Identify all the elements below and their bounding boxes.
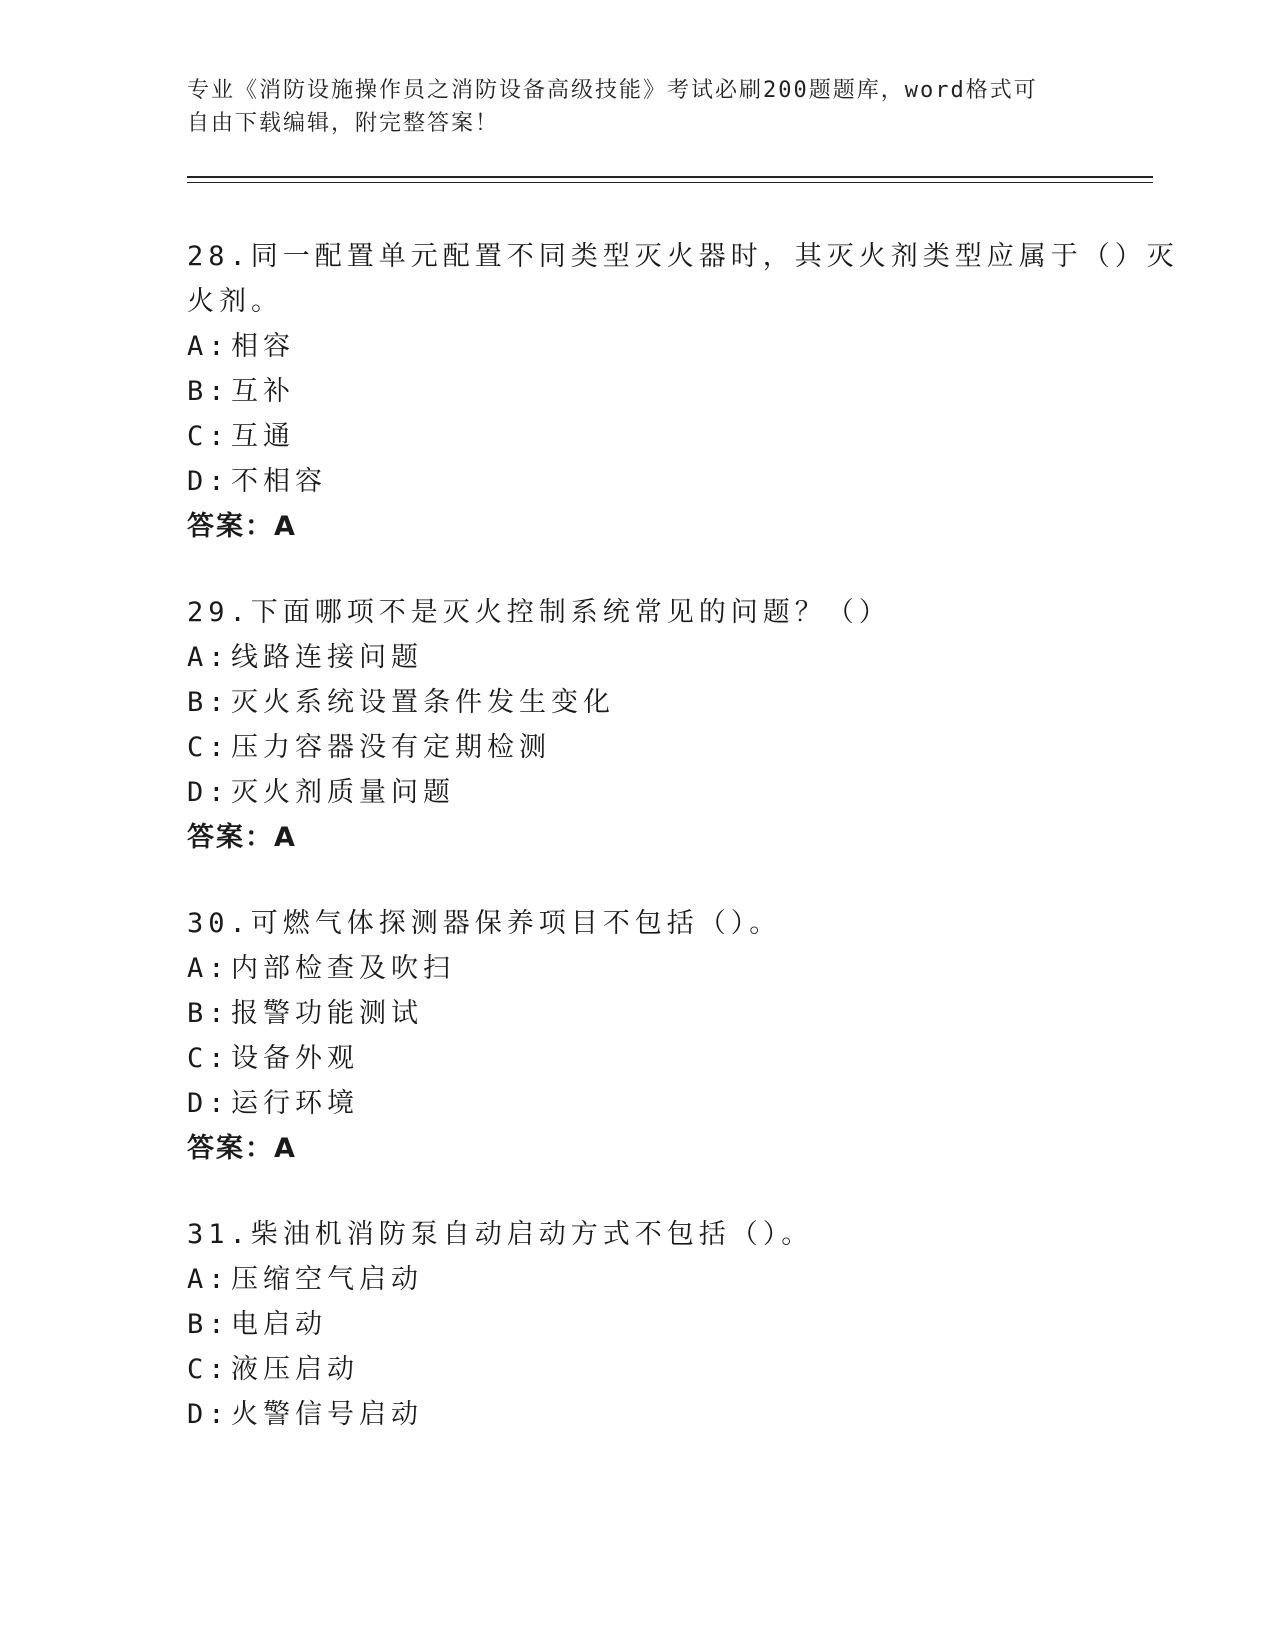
option-key: B: bbox=[187, 998, 230, 1029]
option-b bbox=[187, 369, 1087, 414]
option-text: 压力容器没有定期检测 bbox=[231, 732, 551, 763]
question-stem-line: 28.同一配置单元配置不同类型灭火器时，其灭火剂类型应属于（）灭 bbox=[187, 241, 1179, 272]
option-text: 灭火系统设置条件发生变化 bbox=[231, 687, 615, 718]
question-stem-line: 火剂。 bbox=[187, 286, 283, 317]
option-text: 运行环境 bbox=[231, 1088, 359, 1119]
header-divider-thin bbox=[187, 182, 1153, 183]
header-line-2: 自由下载编辑，附完整答案！ bbox=[187, 111, 500, 136]
option-a bbox=[187, 1257, 1087, 1302]
option-key: B: bbox=[187, 687, 230, 718]
header-line-1: 专业《消防设施操作员之消防设备高级技能》考试必刷200题题库，word格式可 bbox=[187, 78, 1038, 103]
option-c bbox=[187, 1036, 1087, 1081]
option-text: 内部检查及吹扫 bbox=[231, 953, 455, 984]
question-stem bbox=[187, 590, 1087, 635]
option-d bbox=[187, 459, 1087, 504]
option-c bbox=[187, 414, 1087, 459]
option-text: 互补 bbox=[231, 376, 295, 407]
option-key: A: bbox=[187, 1264, 230, 1295]
option-key: D: bbox=[187, 777, 230, 808]
option-key: C: bbox=[187, 732, 230, 763]
option-c bbox=[187, 1347, 1087, 1392]
question-stem-line: 30.可燃气体探测器保养项目不包括（）。 bbox=[187, 908, 782, 939]
option-text: 报警功能测试 bbox=[231, 998, 423, 1029]
option-key: D: bbox=[187, 1088, 230, 1119]
question-28 bbox=[187, 234, 1179, 550]
option-text: 相容 bbox=[231, 331, 295, 362]
option-text: 液压启动 bbox=[231, 1354, 359, 1385]
option-text: 电启动 bbox=[231, 1309, 327, 1340]
option-key: C: bbox=[187, 1354, 230, 1385]
option-b bbox=[187, 991, 1087, 1036]
option-key: C: bbox=[187, 421, 230, 452]
option-text: 不相容 bbox=[231, 466, 327, 497]
question-stem bbox=[187, 901, 1087, 946]
option-a bbox=[187, 946, 1087, 991]
option-b bbox=[187, 1302, 1087, 1347]
option-a bbox=[187, 324, 1087, 369]
answer-label: 答案：A bbox=[187, 822, 297, 853]
option-text: 互通 bbox=[231, 421, 295, 452]
option-text: 设备外观 bbox=[231, 1043, 359, 1074]
question-29 bbox=[187, 590, 1087, 861]
option-key: D: bbox=[187, 466, 230, 497]
option-text: 火警信号启动 bbox=[231, 1399, 423, 1430]
question-31 bbox=[187, 1212, 1087, 1437]
option-d bbox=[187, 1081, 1087, 1126]
option-text: 线路连接问题 bbox=[231, 642, 423, 673]
question-stem bbox=[187, 1212, 1087, 1257]
option-key: B: bbox=[187, 1309, 230, 1340]
option-key: A: bbox=[187, 331, 230, 362]
option-key: D: bbox=[187, 1399, 230, 1430]
option-key: C: bbox=[187, 1043, 230, 1074]
answer-label: 答案：A bbox=[187, 1133, 297, 1164]
header-divider-thick bbox=[187, 176, 1153, 178]
option-key: A: bbox=[187, 953, 230, 984]
answer-label: 答案：A bbox=[187, 511, 297, 542]
question-30 bbox=[187, 901, 1087, 1172]
question-stem-line: 29.下面哪项不是灭火控制系统常见的问题？（） bbox=[187, 597, 891, 628]
option-c bbox=[187, 725, 1087, 770]
document-header bbox=[187, 74, 1087, 140]
option-d bbox=[187, 1392, 1087, 1437]
option-key: B: bbox=[187, 376, 230, 407]
question-stem bbox=[187, 234, 1179, 324]
option-key: A: bbox=[187, 642, 230, 673]
option-text: 灭火剂质量问题 bbox=[231, 777, 455, 808]
option-b bbox=[187, 680, 1087, 725]
option-text: 压缩空气启动 bbox=[231, 1264, 423, 1295]
option-d bbox=[187, 770, 1087, 815]
option-a bbox=[187, 635, 1087, 680]
question-list bbox=[187, 234, 1179, 1477]
question-stem-line: 31.柴油机消防泵自动启动方式不包括（）。 bbox=[187, 1219, 814, 1250]
